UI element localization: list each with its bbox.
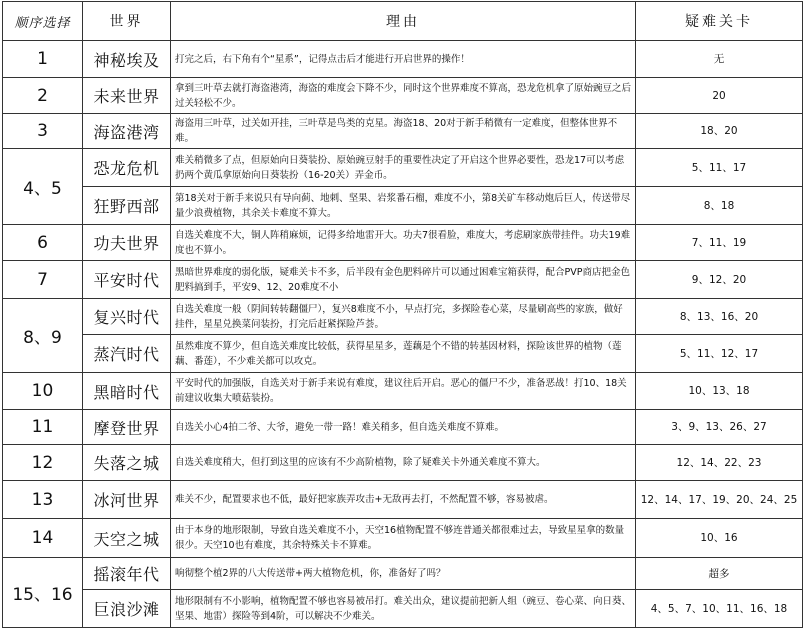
strategy-table-wrapper (2, 1, 802, 641)
reason-cell: 自选关难度不大，铜人阵稍麻烦，记得多给地雷开大。功夫7很看脸，难度大，考虑刷家族带挂件。功夫19难度也不算小。 (171, 225, 636, 261)
levels-cell: 20 (636, 78, 803, 114)
reason-cell: 黑暗世界难度的弱化版，疑难关卡不多，后半段有金色肥料碎片可以通过困难宝箱获得，配合PVP商店把金色肥料搞到手，平安9、12、20难度不小 (171, 261, 636, 299)
reason-cell: 自选关难度一般（阴间转转翻僵尸），复兴8难度不小，早点打完，多探险卷心菜，尽量刷高些的家族，做好挂件，星星兑换菜问装扮，打完后赶紧探险芦荟。 (171, 299, 636, 335)
table-row (3, 335, 803, 373)
order-cell: 8、9 (3, 299, 83, 373)
table-row (3, 149, 803, 187)
world-cell: 蒸汽时代 (83, 335, 171, 373)
order-cell: 12 (3, 445, 83, 481)
order-cell: 3 (3, 114, 83, 149)
levels-cell: 8、13、16、20 (636, 299, 803, 335)
world-cell: 复兴时代 (83, 299, 171, 335)
table-row (3, 373, 803, 410)
reason-cell: 地形限制有不小影响，植物配置不够也容易被吊打。难关出众，建议提前把新人组（豌豆、卷心菜、向日葵、坚果、地雷）探险等到4阶，可以解决不少难关。 (171, 590, 636, 628)
header-reason: 理由 (171, 2, 636, 41)
table-row (3, 410, 803, 445)
levels-cell: 9、12、20 (636, 261, 803, 299)
levels-cell: 4、5、7、10、11、16、18 (636, 590, 803, 628)
levels-cell: 无 (636, 41, 803, 78)
levels-cell: 5、11、12、17 (636, 335, 803, 373)
reason-cell: 自选关小心4拍二爷、大爷，避免一带一路！难关稍多，但自选关难度不算难。 (171, 410, 636, 445)
world-cell: 黑暗时代 (83, 373, 171, 410)
levels-cell: 12、14、22、23 (636, 445, 803, 481)
table-row (3, 590, 803, 628)
order-cell: 10 (3, 373, 83, 410)
world-cell: 平安时代 (83, 261, 171, 299)
world-cell: 天空之城 (83, 519, 171, 558)
reason-cell: 第18关对于新手来说只有导向蓟、地刺、坚果、岩浆番石榴，难度不小，第8关矿车移动炮后巨人，传送带尽量少浪费植物，其余关卡难度不算大。 (171, 187, 636, 225)
levels-cell: 8、18 (636, 187, 803, 225)
levels-cell: 5、11、17 (636, 149, 803, 187)
table-row (3, 261, 803, 299)
world-cell: 摇滚年代 (83, 558, 171, 590)
world-cell: 海盗港湾 (83, 114, 171, 149)
reason-cell: 平安时代的加强版，自选关对于新手来说有难度，建议往后开启。恶心的僵尸不少，准备恶战！打10、18关前建议收集大喷菇装扮。 (171, 373, 636, 410)
table-row (3, 481, 803, 519)
reason-cell: 虽然难度不算少，但自选关难度比较低，获得星星多，莲藕是个不错的转基因材料，探险该世界的植物（莲藕、番莲），不少难关都可以攻克。 (171, 335, 636, 373)
table-row (3, 41, 803, 78)
levels-cell: 10、16 (636, 519, 803, 558)
table-row (3, 225, 803, 261)
table-row (3, 187, 803, 225)
reason-cell: 自选关难度稍大，但打到这里的应该有不少高阶植物，除了疑难关卡外通关难度不算大。 (171, 445, 636, 481)
table-header-row (3, 2, 803, 41)
order-cell: 2 (3, 78, 83, 114)
levels-cell: 18、20 (636, 114, 803, 149)
order-cell: 15、16 (3, 558, 83, 628)
world-cell: 失落之城 (83, 445, 171, 481)
world-cell: 恐龙危机 (83, 149, 171, 187)
levels-cell: 12、14、17、19、20、24、25 (636, 481, 803, 519)
world-cell: 未来世界 (83, 78, 171, 114)
levels-cell: 3、9、13、26、27 (636, 410, 803, 445)
header-order: 顺序选择 (3, 2, 83, 41)
table-row (3, 78, 803, 114)
world-cell: 狂野西部 (83, 187, 171, 225)
levels-cell: 7、11、19 (636, 225, 803, 261)
reason-cell: 难关稍微多了点，但原始向日葵装扮、原始豌豆射手的重要性决定了开启这个世界必要性，恐龙17可以考虑扔两个黄瓜拿原始向日葵装扮（16-20关）弄金币。 (171, 149, 636, 187)
world-cell: 神秘埃及 (83, 41, 171, 78)
order-cell: 1 (3, 41, 83, 78)
table-row (3, 299, 803, 335)
reason-cell: 响彻整个植2界的八大传送带+两大植物危机，你，准备好了吗？ (171, 558, 636, 590)
header-levels: 疑难关卡 (636, 2, 803, 41)
world-cell: 巨浪沙滩 (83, 590, 171, 628)
reason-cell: 由于本身的地形限制，导致自选关难度不小，天空16植物配置不够连普通关都很难过去，导致星星拿的数量很少。天空10也有难度，其余特殊关卡不算难。 (171, 519, 636, 558)
levels-cell: 超多 (636, 558, 803, 590)
levels-cell: 10、13、18 (636, 373, 803, 410)
order-cell: 6 (3, 225, 83, 261)
table-row (3, 114, 803, 149)
reason-cell: 难关不少，配置要求也不低，最好把家族弄攻击+无敌再去打，不然配置不够，容易被虐。 (171, 481, 636, 519)
table-row (3, 558, 803, 590)
order-cell: 4、5 (3, 149, 83, 225)
reason-cell: 海盗用三叶草，过关如开挂，三叶草是鸟类的克星。海盗18、20对于新手稍微有一定难度，但整体世界不难。 (171, 114, 636, 149)
order-cell: 13 (3, 481, 83, 519)
reason-cell: 打完之后，右下角有个“星系”，记得点击后才能进行开启世界的操作！ (171, 41, 636, 78)
header-world: 世界 (83, 2, 171, 41)
order-cell: 11 (3, 410, 83, 445)
world-cell: 摩登世界 (83, 410, 171, 445)
world-cell: 冰河世界 (83, 481, 171, 519)
reason-cell: 拿到三叶草去就打海盗港湾，海盗的难度会下降不少，同时这个世界难度不算高，恐龙危机拿了原始豌豆之后过关轻松不少。 (171, 78, 636, 114)
table-row (3, 519, 803, 558)
world-order-table (2, 1, 803, 628)
order-cell: 14 (3, 519, 83, 558)
table-row (3, 445, 803, 481)
order-cell: 7 (3, 261, 83, 299)
world-cell: 功夫世界 (83, 225, 171, 261)
